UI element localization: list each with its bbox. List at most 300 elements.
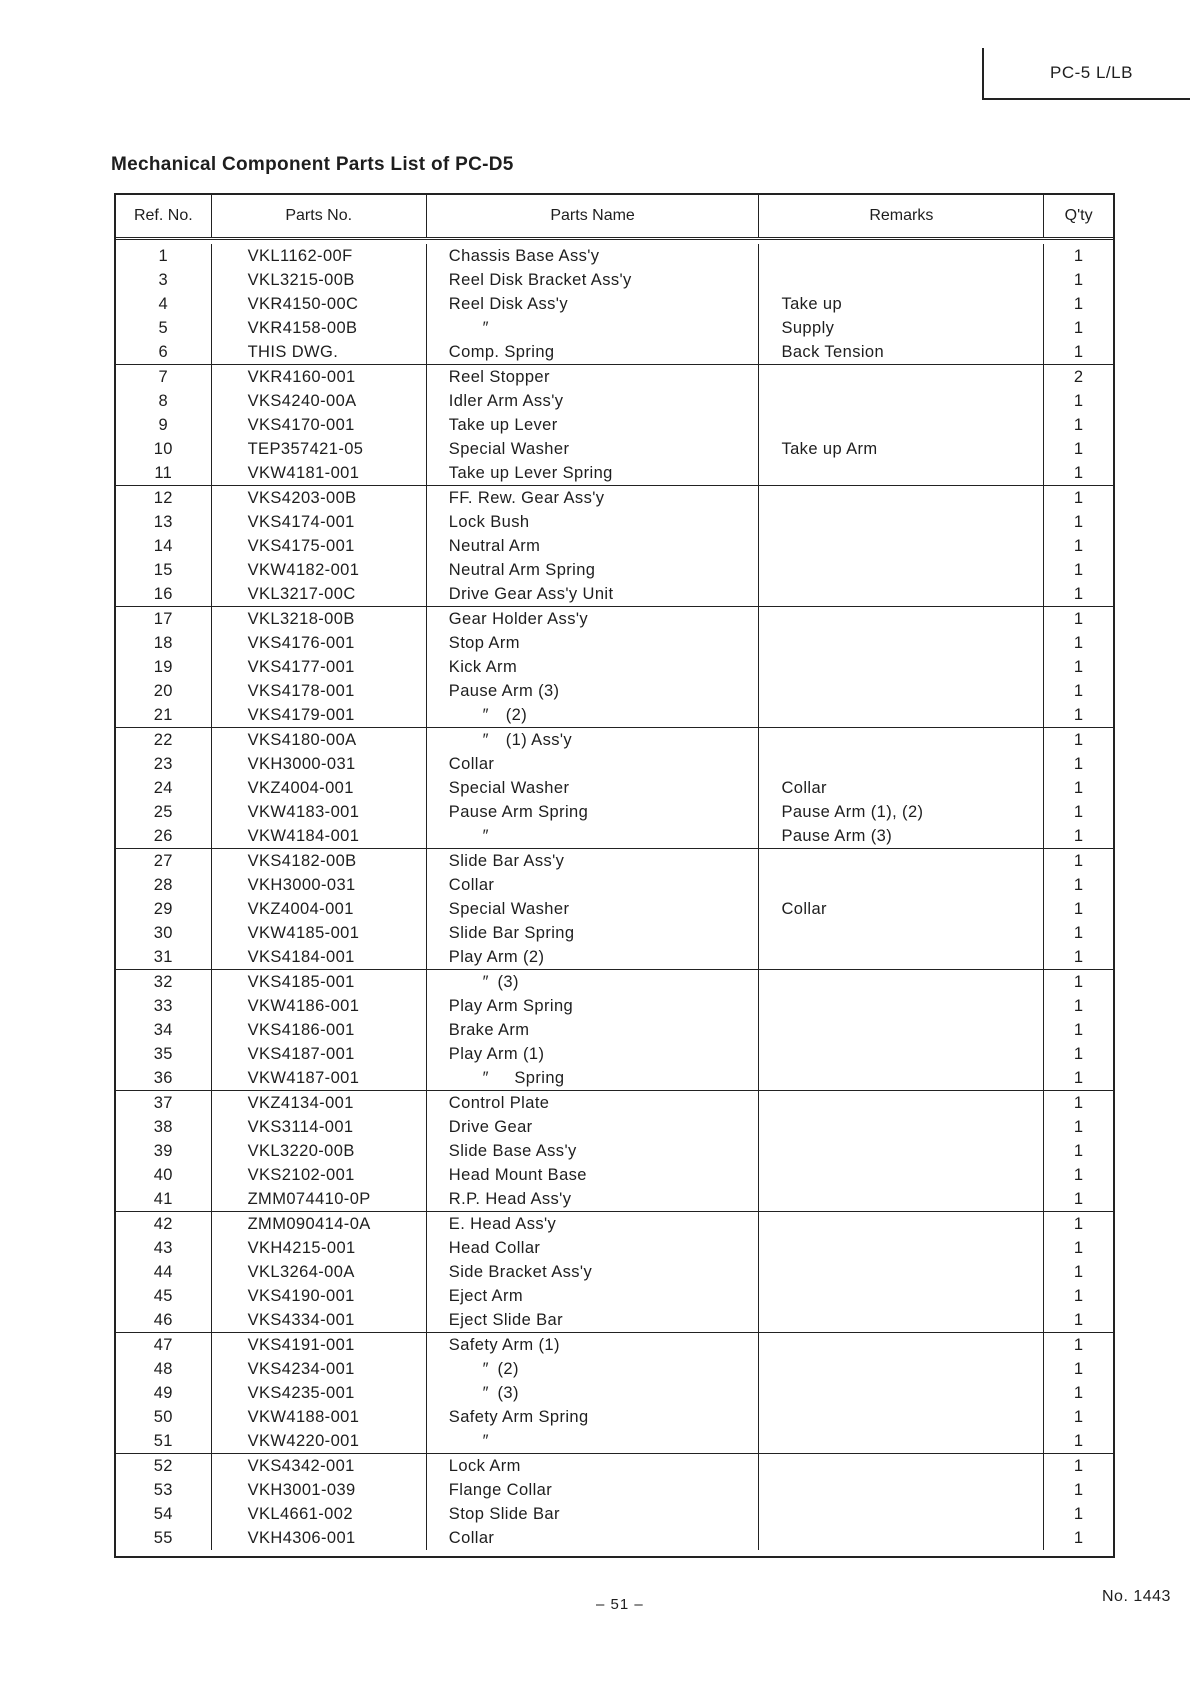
col-header-ref: Ref. No. bbox=[116, 195, 212, 237]
cell-part-no: VKS4185-001 bbox=[212, 970, 427, 994]
cell-ref: 35 bbox=[116, 1042, 212, 1066]
col-header-part-name: Parts Name bbox=[427, 195, 760, 237]
cell-part-name: Reel Disk Bracket Ass'y bbox=[427, 268, 760, 292]
cell-remarks bbox=[759, 1454, 1044, 1478]
cell-remarks bbox=[759, 461, 1044, 485]
cell-part-no: ZMM090414-0A bbox=[212, 1212, 427, 1236]
cell-qty: 1 bbox=[1073, 1166, 1084, 1184]
row-group bbox=[116, 1212, 1113, 1333]
cell-part-name: Play Arm Spring bbox=[427, 994, 760, 1018]
cell-qty: 1 bbox=[1073, 948, 1084, 966]
cell-part-no: VKS4180-00A bbox=[212, 728, 427, 752]
table-row bbox=[116, 582, 1113, 606]
row-group bbox=[116, 240, 1113, 365]
row-group bbox=[116, 728, 1113, 849]
cell-part-name: Neutral Arm Spring bbox=[427, 558, 760, 582]
cell-remarks bbox=[759, 534, 1044, 558]
table-row bbox=[116, 486, 1113, 510]
cell-remarks bbox=[759, 655, 1044, 679]
cell-part-no: VKS4177-001 bbox=[212, 655, 427, 679]
cell-part-name: Collar bbox=[427, 752, 760, 776]
cell-part-name: Special Washer bbox=[427, 437, 760, 461]
col-header-part-no: Parts No. bbox=[212, 195, 427, 237]
cell-ref: 17 bbox=[116, 607, 212, 631]
cell-qty: 1 bbox=[1073, 610, 1084, 628]
cell-part-name: Pause Arm (3) bbox=[427, 679, 760, 703]
row-group bbox=[116, 1454, 1113, 1556]
table-row bbox=[116, 1333, 1113, 1357]
cell-ref: 4 bbox=[116, 292, 212, 316]
cell-part-name: Slide Bar Ass'y bbox=[427, 849, 760, 873]
cell-part-no: VKS4342-001 bbox=[212, 1454, 427, 1478]
cell-qty: 1 bbox=[1073, 585, 1084, 603]
table-row bbox=[116, 268, 1113, 292]
cell-part-no: VKL3264-00A bbox=[212, 1260, 427, 1284]
cell-ref: 15 bbox=[116, 558, 212, 582]
cell-part-name: Idler Arm Ass'y bbox=[427, 389, 760, 413]
cell-ref: 40 bbox=[116, 1163, 212, 1187]
cell-part-no: VKR4160-001 bbox=[212, 365, 427, 389]
cell-ref: 28 bbox=[116, 873, 212, 897]
table-row bbox=[116, 679, 1113, 703]
cell-qty: 1 bbox=[1073, 852, 1084, 870]
table-row bbox=[116, 389, 1113, 413]
cell-ref: 41 bbox=[116, 1187, 212, 1211]
cell-remarks bbox=[759, 873, 1044, 897]
cell-ref: 55 bbox=[116, 1526, 212, 1550]
cell-ref: 42 bbox=[116, 1212, 212, 1236]
cell-part-no: VKS4174-001 bbox=[212, 510, 427, 534]
table-row bbox=[116, 1236, 1113, 1260]
cell-remarks bbox=[759, 1260, 1044, 1284]
table-row bbox=[116, 800, 1113, 824]
row-group bbox=[116, 970, 1113, 1091]
cell-ref: 1 bbox=[116, 244, 212, 268]
cell-part-no: VKZ4134-001 bbox=[212, 1091, 427, 1115]
cell-qty: 1 bbox=[1073, 1045, 1084, 1063]
cell-remarks: Collar bbox=[759, 776, 1044, 800]
table-row bbox=[116, 752, 1113, 776]
cell-ref: 10 bbox=[116, 437, 212, 461]
cell-part-name: ″ (2) bbox=[427, 1357, 760, 1381]
cell-part-no: VKH3000-031 bbox=[212, 752, 427, 776]
cell-qty: 1 bbox=[1073, 1360, 1084, 1378]
cell-ref: 11 bbox=[116, 461, 212, 485]
row-group bbox=[116, 1091, 1113, 1212]
table-row bbox=[116, 1139, 1113, 1163]
cell-part-name: Drive Gear bbox=[427, 1115, 760, 1139]
cell-part-no: VKS4334-001 bbox=[212, 1308, 427, 1332]
table-row bbox=[116, 1260, 1113, 1284]
cell-qty: 1 bbox=[1073, 706, 1084, 724]
cell-qty: 1 bbox=[1073, 1215, 1084, 1233]
cell-part-name: Flange Collar bbox=[427, 1478, 760, 1502]
table-row bbox=[116, 1115, 1113, 1139]
cell-qty: 1 bbox=[1073, 997, 1084, 1015]
table-row bbox=[116, 1502, 1113, 1526]
cell-part-name: ″ (2) bbox=[427, 703, 760, 727]
cell-part-name: ″ bbox=[427, 316, 760, 340]
cell-qty: 1 bbox=[1073, 1069, 1084, 1087]
cell-ref: 47 bbox=[116, 1333, 212, 1357]
cell-qty: 1 bbox=[1073, 731, 1084, 749]
cell-ref: 18 bbox=[116, 631, 212, 655]
cell-part-no: VKL3218-00B bbox=[212, 607, 427, 631]
cell-part-name: Slide Bar Spring bbox=[427, 921, 760, 945]
cell-remarks bbox=[759, 365, 1044, 389]
cell-part-no: VKZ4004-001 bbox=[212, 776, 427, 800]
cell-remarks bbox=[759, 1308, 1044, 1332]
row-group bbox=[116, 365, 1113, 486]
cell-ref: 16 bbox=[116, 582, 212, 606]
cell-part-no: VKS3114-001 bbox=[212, 1115, 427, 1139]
cell-part-no: VKS4186-001 bbox=[212, 1018, 427, 1042]
table-row bbox=[116, 244, 1113, 268]
cell-part-no: VKW4188-001 bbox=[212, 1405, 427, 1429]
cell-part-name: Eject Slide Bar bbox=[427, 1308, 760, 1332]
cell-part-no: VKL4661-002 bbox=[212, 1502, 427, 1526]
cell-remarks bbox=[759, 1333, 1044, 1357]
cell-ref: 9 bbox=[116, 413, 212, 437]
cell-ref: 31 bbox=[116, 945, 212, 969]
cell-remarks bbox=[759, 582, 1044, 606]
table-row bbox=[116, 1163, 1113, 1187]
cell-part-no: VKW4186-001 bbox=[212, 994, 427, 1018]
cell-qty: 1 bbox=[1073, 1432, 1084, 1450]
cell-ref: 20 bbox=[116, 679, 212, 703]
cell-part-name: Safety Arm Spring bbox=[427, 1405, 760, 1429]
table-row bbox=[116, 316, 1113, 340]
table-row bbox=[116, 1066, 1113, 1090]
cell-ref: 3 bbox=[116, 268, 212, 292]
cell-qty: 1 bbox=[1073, 440, 1084, 458]
table-row bbox=[116, 655, 1113, 679]
cell-qty: 1 bbox=[1073, 271, 1084, 289]
cell-remarks bbox=[759, 558, 1044, 582]
cell-remarks bbox=[759, 1018, 1044, 1042]
cell-part-no: VKH3001-039 bbox=[212, 1478, 427, 1502]
cell-ref: 45 bbox=[116, 1284, 212, 1308]
cell-part-name: Lock Bush bbox=[427, 510, 760, 534]
cell-part-no: VKL3217-00C bbox=[212, 582, 427, 606]
cell-qty: 1 bbox=[1073, 489, 1084, 507]
cell-remarks bbox=[759, 1429, 1044, 1453]
cell-qty: 1 bbox=[1073, 392, 1084, 410]
cell-ref: 50 bbox=[116, 1405, 212, 1429]
cell-part-name: ″ (3) bbox=[427, 1381, 760, 1405]
cell-qty: 1 bbox=[1073, 464, 1084, 482]
cell-ref: 51 bbox=[116, 1429, 212, 1453]
cell-remarks bbox=[759, 945, 1044, 969]
cell-qty: 1 bbox=[1073, 1263, 1084, 1281]
cell-qty: 1 bbox=[1073, 1408, 1084, 1426]
cell-part-no: VKS4235-001 bbox=[212, 1381, 427, 1405]
cell-qty: 1 bbox=[1073, 561, 1084, 579]
table-row bbox=[116, 510, 1113, 534]
cell-part-name: Reel Disk Ass'y bbox=[427, 292, 760, 316]
cell-part-name: Take up Lever Spring bbox=[427, 461, 760, 485]
table-row bbox=[116, 849, 1113, 873]
cell-ref: 27 bbox=[116, 849, 212, 873]
cell-ref: 14 bbox=[116, 534, 212, 558]
cell-remarks bbox=[759, 1139, 1044, 1163]
table-row bbox=[116, 1091, 1113, 1115]
table-row bbox=[116, 534, 1113, 558]
cell-part-name: ″ Spring bbox=[427, 1066, 760, 1090]
cell-part-no: VKS4175-001 bbox=[212, 534, 427, 558]
row-group bbox=[116, 486, 1113, 607]
cell-qty: 1 bbox=[1073, 319, 1084, 337]
page-number: – 51 – bbox=[596, 1596, 644, 1613]
cell-ref: 52 bbox=[116, 1454, 212, 1478]
cell-remarks: Take up bbox=[759, 292, 1044, 316]
cell-remarks bbox=[759, 1502, 1044, 1526]
table-row bbox=[116, 824, 1113, 848]
cell-part-no: VKL3215-00B bbox=[212, 268, 427, 292]
cell-remarks bbox=[759, 486, 1044, 510]
page-title: Mechanical Component Parts List of PC-D5 bbox=[111, 154, 514, 175]
cell-part-name: Reel Stopper bbox=[427, 365, 760, 389]
table-row bbox=[116, 1042, 1113, 1066]
table-row bbox=[116, 1381, 1113, 1405]
cell-part-name: Control Plate bbox=[427, 1091, 760, 1115]
cell-qty: 1 bbox=[1073, 1336, 1084, 1354]
cell-part-no: VKZ4004-001 bbox=[212, 897, 427, 921]
cell-remarks bbox=[759, 1381, 1044, 1405]
cell-part-name: Eject Arm bbox=[427, 1284, 760, 1308]
table-row bbox=[116, 631, 1113, 655]
cell-part-name: Special Washer bbox=[427, 897, 760, 921]
doc-number: No. 1443 bbox=[1102, 1588, 1171, 1605]
cell-remarks bbox=[759, 1212, 1044, 1236]
cell-part-no: VKH4306-001 bbox=[212, 1526, 427, 1550]
row-group bbox=[116, 849, 1113, 970]
cell-remarks: Pause Arm (1), (2) bbox=[759, 800, 1044, 824]
table-row bbox=[116, 873, 1113, 897]
cell-qty: 1 bbox=[1073, 513, 1084, 531]
cell-ref: 6 bbox=[116, 340, 212, 364]
cell-part-name: Play Arm (2) bbox=[427, 945, 760, 969]
cell-part-name: Slide Base Ass'y bbox=[427, 1139, 760, 1163]
cell-ref: 19 bbox=[116, 655, 212, 679]
cell-ref: 53 bbox=[116, 1478, 212, 1502]
cell-part-name: Play Arm (1) bbox=[427, 1042, 760, 1066]
table-header bbox=[116, 195, 1113, 240]
cell-part-no: VKR4150-00C bbox=[212, 292, 427, 316]
cell-part-no: VKL3220-00B bbox=[212, 1139, 427, 1163]
cell-ref: 30 bbox=[116, 921, 212, 945]
cell-part-no: ZMM074410-0P bbox=[212, 1187, 427, 1211]
table-row bbox=[116, 340, 1113, 364]
cell-part-no: VKW4183-001 bbox=[212, 800, 427, 824]
cell-remarks bbox=[759, 1163, 1044, 1187]
cell-qty: 1 bbox=[1073, 658, 1084, 676]
cell-remarks bbox=[759, 679, 1044, 703]
cell-part-name: FF. Rew. Gear Ass'y bbox=[427, 486, 760, 510]
cell-qty: 1 bbox=[1073, 1481, 1084, 1499]
cell-qty: 1 bbox=[1073, 1311, 1084, 1329]
cell-part-no: VKW4181-001 bbox=[212, 461, 427, 485]
col-header-qty: Q'ty bbox=[1064, 207, 1093, 224]
cell-ref: 5 bbox=[116, 316, 212, 340]
cell-part-name: Take up Lever bbox=[427, 413, 760, 437]
cell-ref: 38 bbox=[116, 1115, 212, 1139]
cell-part-name: Brake Arm bbox=[427, 1018, 760, 1042]
cell-ref: 44 bbox=[116, 1260, 212, 1284]
cell-remarks bbox=[759, 1236, 1044, 1260]
cell-ref: 25 bbox=[116, 800, 212, 824]
cell-ref: 21 bbox=[116, 703, 212, 727]
cell-qty: 1 bbox=[1073, 1287, 1084, 1305]
cell-part-name: Gear Holder Ass'y bbox=[427, 607, 760, 631]
table-row bbox=[116, 558, 1113, 582]
cell-part-name: Head Collar bbox=[427, 1236, 760, 1260]
table-row bbox=[116, 461, 1113, 485]
cell-remarks bbox=[759, 728, 1044, 752]
cell-qty: 1 bbox=[1073, 1094, 1084, 1112]
cell-ref: 39 bbox=[116, 1139, 212, 1163]
cell-ref: 34 bbox=[116, 1018, 212, 1042]
parts-table bbox=[114, 193, 1115, 1558]
cell-part-no: VKW4182-001 bbox=[212, 558, 427, 582]
cell-part-name: Side Bracket Ass'y bbox=[427, 1260, 760, 1284]
cell-remarks bbox=[759, 1478, 1044, 1502]
cell-part-name: Comp. Spring bbox=[427, 340, 760, 364]
cell-qty: 1 bbox=[1073, 1239, 1084, 1257]
cell-part-name: R.P. Head Ass'y bbox=[427, 1187, 760, 1211]
cell-remarks bbox=[759, 1042, 1044, 1066]
row-group bbox=[116, 1333, 1113, 1454]
cell-remarks bbox=[759, 921, 1044, 945]
table-row bbox=[116, 703, 1113, 727]
table-row bbox=[116, 607, 1113, 631]
table-row bbox=[116, 1212, 1113, 1236]
cell-part-name: Kick Arm bbox=[427, 655, 760, 679]
cell-part-no: VKS4170-001 bbox=[212, 413, 427, 437]
cell-qty: 1 bbox=[1073, 973, 1084, 991]
cell-ref: 54 bbox=[116, 1502, 212, 1526]
table-row bbox=[116, 728, 1113, 752]
cell-remarks bbox=[759, 607, 1044, 631]
cell-part-no: TEP357421-05 bbox=[212, 437, 427, 461]
cell-ref: 29 bbox=[116, 897, 212, 921]
table-row bbox=[116, 1187, 1113, 1211]
cell-ref: 24 bbox=[116, 776, 212, 800]
cell-remarks: Pause Arm (3) bbox=[759, 824, 1044, 848]
cell-part-no: VKS4234-001 bbox=[212, 1357, 427, 1381]
cell-qty: 1 bbox=[1073, 295, 1084, 313]
cell-part-no: VKW4187-001 bbox=[212, 1066, 427, 1090]
cell-part-name: ″ bbox=[427, 1429, 760, 1453]
cell-part-name: Neutral Arm bbox=[427, 534, 760, 558]
cell-ref: 32 bbox=[116, 970, 212, 994]
cell-remarks bbox=[759, 631, 1044, 655]
cell-remarks: Collar bbox=[759, 897, 1044, 921]
table-row bbox=[116, 1357, 1113, 1381]
cell-part-name: Chassis Base Ass'y bbox=[427, 244, 760, 268]
table-row bbox=[116, 1429, 1113, 1453]
cell-part-name: Special Washer bbox=[427, 776, 760, 800]
cell-ref: 7 bbox=[116, 365, 212, 389]
table-row bbox=[116, 921, 1113, 945]
cell-part-no: VKS2102-001 bbox=[212, 1163, 427, 1187]
cell-part-name: Collar bbox=[427, 873, 760, 897]
cell-qty: 1 bbox=[1073, 1021, 1084, 1039]
table-row bbox=[116, 1284, 1113, 1308]
table-row bbox=[116, 897, 1113, 921]
cell-part-name: Lock Arm bbox=[427, 1454, 760, 1478]
cell-ref: 22 bbox=[116, 728, 212, 752]
cell-qty: 1 bbox=[1073, 1529, 1084, 1547]
table-row bbox=[116, 1526, 1113, 1550]
cell-remarks bbox=[759, 849, 1044, 873]
table-row bbox=[116, 413, 1113, 437]
cell-qty: 1 bbox=[1073, 247, 1084, 265]
table-row bbox=[116, 292, 1113, 316]
cell-qty: 2 bbox=[1073, 368, 1084, 386]
cell-remarks bbox=[759, 970, 1044, 994]
cell-part-no: VKR4158-00B bbox=[212, 316, 427, 340]
table-row bbox=[116, 437, 1113, 461]
cell-part-name: Stop Slide Bar bbox=[427, 1502, 760, 1526]
cell-remarks bbox=[759, 1091, 1044, 1115]
cell-qty: 1 bbox=[1073, 900, 1084, 918]
cell-ref: 49 bbox=[116, 1381, 212, 1405]
table-row bbox=[116, 1454, 1113, 1478]
cell-part-name: Collar bbox=[427, 1526, 760, 1550]
cell-ref: 36 bbox=[116, 1066, 212, 1090]
cell-remarks: Take up Arm bbox=[759, 437, 1044, 461]
cell-ref: 43 bbox=[116, 1236, 212, 1260]
cell-remarks: Supply bbox=[759, 316, 1044, 340]
table-row bbox=[116, 994, 1113, 1018]
cell-qty: 1 bbox=[1073, 779, 1084, 797]
model-label: PC-5 L/LB bbox=[1050, 63, 1133, 82]
cell-qty: 1 bbox=[1073, 537, 1084, 555]
cell-qty: 1 bbox=[1073, 416, 1084, 434]
cell-qty: 1 bbox=[1073, 876, 1084, 894]
cell-part-no: VKS4184-001 bbox=[212, 945, 427, 969]
table-row bbox=[116, 365, 1113, 389]
cell-part-no: VKS4178-001 bbox=[212, 679, 427, 703]
cell-part-no: VKH3000-031 bbox=[212, 873, 427, 897]
cell-part-no: VKL1162-00F bbox=[212, 244, 427, 268]
cell-ref: 26 bbox=[116, 824, 212, 848]
table-row bbox=[116, 970, 1113, 994]
cell-qty: 1 bbox=[1073, 1457, 1084, 1475]
cell-part-no: VKS4191-001 bbox=[212, 1333, 427, 1357]
cell-part-no: VKS4240-00A bbox=[212, 389, 427, 413]
cell-remarks bbox=[759, 994, 1044, 1018]
cell-part-name: Stop Arm bbox=[427, 631, 760, 655]
table-row bbox=[116, 945, 1113, 969]
cell-qty: 1 bbox=[1073, 634, 1084, 652]
cell-ref: 8 bbox=[116, 389, 212, 413]
cell-part-no: VKW4184-001 bbox=[212, 824, 427, 848]
cell-remarks bbox=[759, 1187, 1044, 1211]
cell-part-name: E. Head Ass'y bbox=[427, 1212, 760, 1236]
cell-qty: 1 bbox=[1073, 1384, 1084, 1402]
cell-qty: 1 bbox=[1073, 1190, 1084, 1208]
cell-remarks bbox=[759, 510, 1044, 534]
cell-part-no: VKS4176-001 bbox=[212, 631, 427, 655]
cell-remarks bbox=[759, 244, 1044, 268]
cell-qty: 1 bbox=[1073, 1142, 1084, 1160]
cell-part-name: ″ (3) bbox=[427, 970, 760, 994]
cell-ref: 12 bbox=[116, 486, 212, 510]
cell-part-no: VKS4179-001 bbox=[212, 703, 427, 727]
cell-remarks bbox=[759, 1115, 1044, 1139]
